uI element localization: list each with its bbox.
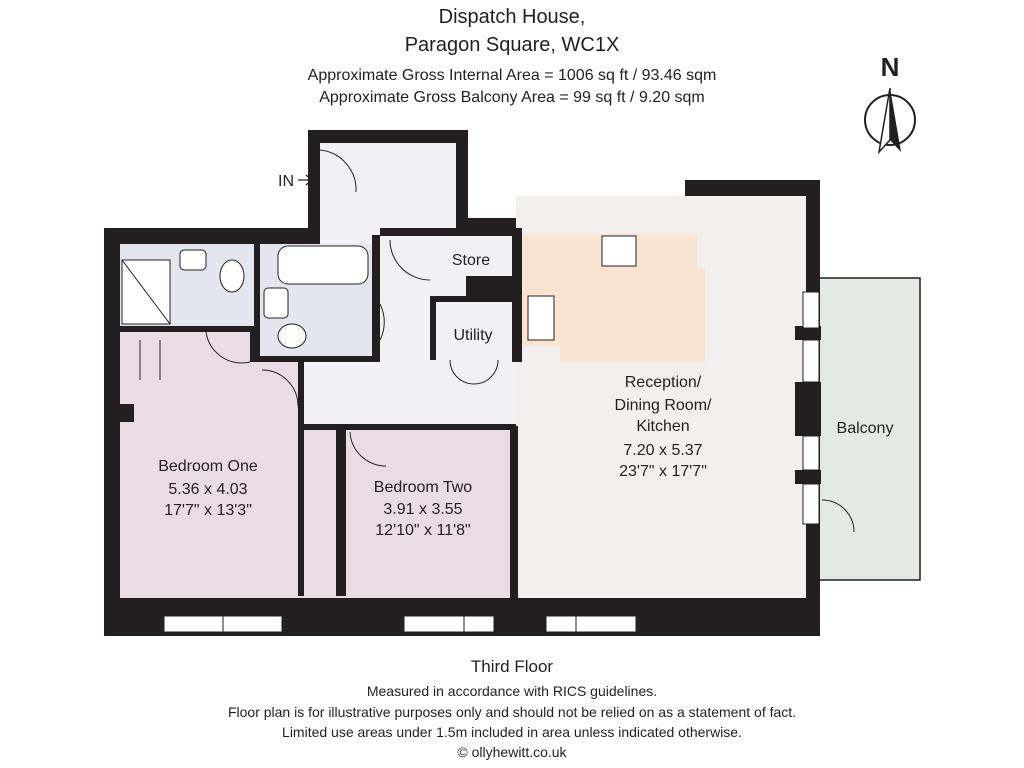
room-label-reception-line1: Reception/ — [624, 374, 702, 391]
disclaimer-illustrative: Floor plan is for illustrative purposes only and should not be relied on as a statement of fact. — [227, 704, 797, 720]
disclaimer-rics: Measured in accordance with RICS guidelines. — [366, 683, 658, 699]
property-title-line2: Paragon Square, WC1X — [404, 34, 620, 56]
north-label: N — [880, 52, 900, 82]
room-size-bedroom-one-metric: 5.36 x 4.03 — [168, 481, 248, 498]
copyright: © ollyhewitt.co.uk — [457, 744, 567, 760]
room-label-store: Store — [451, 252, 491, 269]
floor-label: Third Floor — [470, 657, 554, 676]
room-size-bedroom-two-metric: 3.91 x 3.55 — [383, 501, 463, 518]
room-label-balcony: Balcony — [836, 420, 894, 437]
room-size-reception-imperial: 23'7" x 17'7" — [619, 463, 707, 480]
gross-internal-area: Approximate Gross Internal Area = 1006 sq ft / 93.46 sqm — [307, 67, 717, 84]
hallway-mid — [380, 235, 520, 425]
room-label-bedroom-two: Bedroom Two — [373, 479, 473, 496]
disclaimer-limited-use: Limited use areas under 1.5m included in area unless indicated otherwise. — [282, 724, 742, 740]
entrance-label: IN — [278, 173, 294, 190]
room-label-bedroom-one: Bedroom One — [158, 458, 258, 475]
room-label-reception-line2: Dining Room/ — [614, 397, 712, 414]
room-size-reception-metric: 7.20 x 5.37 — [623, 442, 703, 459]
gross-balcony-area: Approximate Gross Balcony Area = 99 sq ft / 9.20 sqm — [319, 89, 705, 106]
room-label-reception-line3: Kitchen — [636, 418, 690, 435]
room-size-bedroom-two-imperial: 12'10" x 11'8" — [375, 522, 471, 539]
north-arrow-icon — [865, 52, 915, 152]
room-size-bedroom-one-imperial: 17'7" x 13'3" — [164, 502, 252, 519]
room-label-utility: Utility — [453, 327, 493, 344]
property-title-line1: Dispatch House, — [438, 6, 586, 28]
